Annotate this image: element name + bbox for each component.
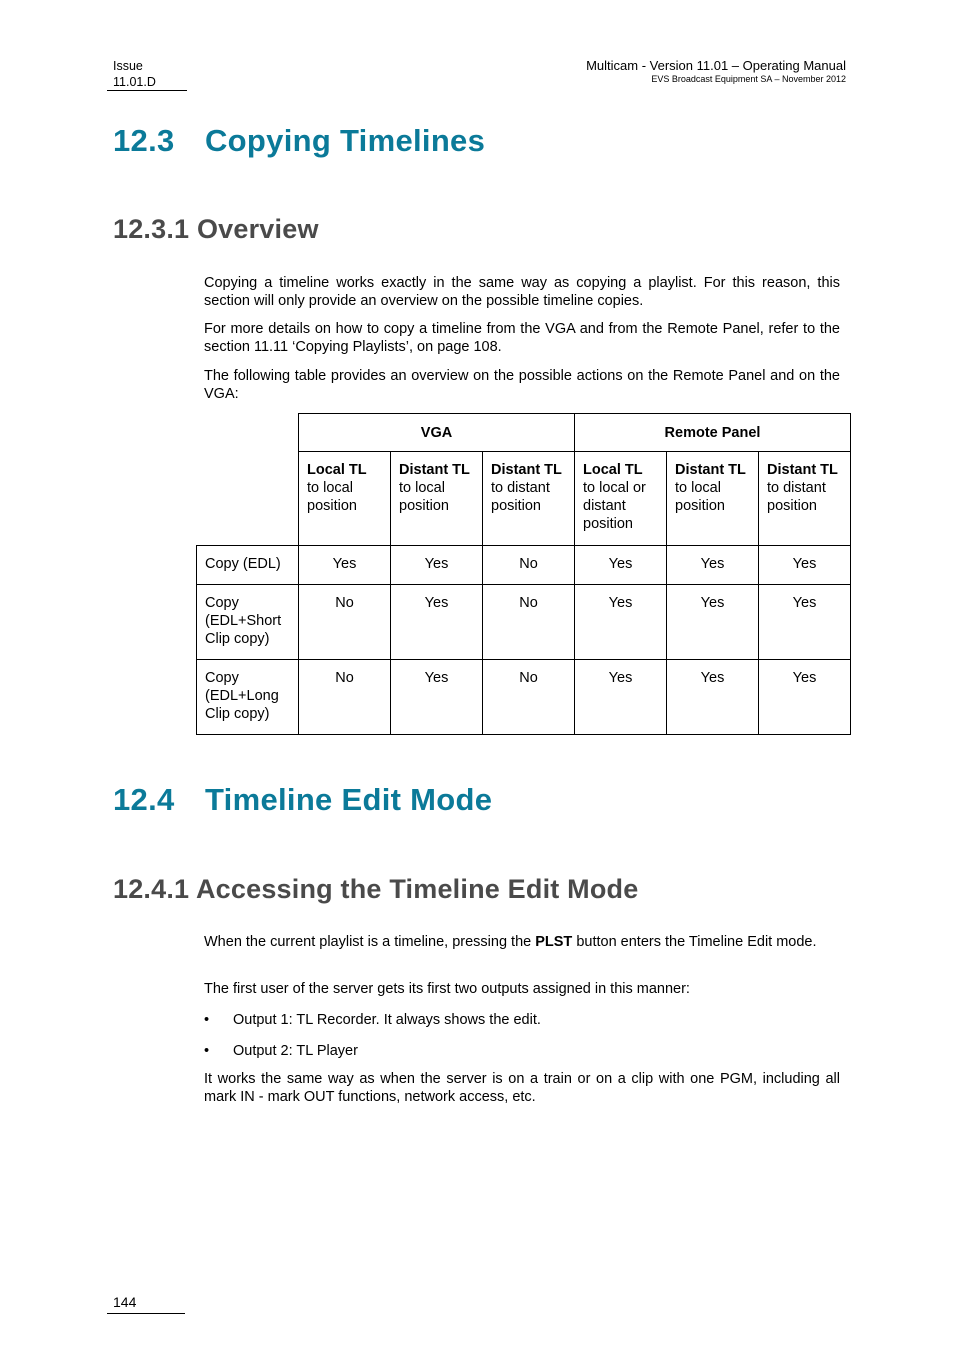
accessing-paragraph-3: It works the same way as when the server is on a train or on a clip with one PGM, including all mark IN - mark OUT functions, network access, etc. <box>204 1071 840 1105</box>
bullet-icon: • <box>204 1043 210 1059</box>
column-header <box>575 452 667 546</box>
list-item-text: Output 1: TL Recorder. It always shows the edit. <box>233 1012 541 1028</box>
section-title: Timeline Edit Mode <box>205 782 493 817</box>
column-header-rest: to local position <box>307 480 357 514</box>
paragraph-text: When the current playlist is a timeline, pressing the <box>204 934 536 950</box>
table-cell: Yes <box>391 585 483 660</box>
footer-divider <box>107 1313 185 1314</box>
column-header-rest: to distant position <box>767 480 826 514</box>
table-cell: No <box>299 660 391 735</box>
column-header <box>759 452 851 546</box>
column-header-bold: Distant TL <box>399 462 470 478</box>
column-header-bold: Distant TL <box>675 462 746 478</box>
list-item <box>204 1011 541 1029</box>
table-cell: Yes <box>667 585 759 660</box>
table-row <box>197 585 851 660</box>
group-header-remote-panel: Remote Panel <box>575 414 851 452</box>
column-header <box>483 452 575 546</box>
table-cell: Yes <box>575 546 667 585</box>
group-header-vga: VGA <box>299 414 575 452</box>
row-label: Copy (EDL+Long Clip copy) <box>197 660 299 735</box>
column-header-rest: to local position <box>675 480 725 514</box>
overview-paragraph-2: For more details on how to copy a timeline from the VGA and from the Remote Panel, refer to the section 11.11 ‘Copying Playlists’, on page 108. <box>204 321 840 355</box>
header-issue <box>113 58 156 90</box>
list-item-text: Output 2: TL Player <box>233 1043 358 1059</box>
table-cell: Yes <box>667 660 759 735</box>
table-cell: Yes <box>759 585 851 660</box>
table-row <box>197 546 851 585</box>
issue-value: 11.01.D <box>113 75 156 89</box>
table-cell: Yes <box>575 585 667 660</box>
table-group-header-row <box>197 414 851 452</box>
table-corner-blank <box>197 452 299 546</box>
section-heading-12-4 <box>113 782 492 818</box>
document-subtitle: EVS Broadcast Equipment SA – November 2012 <box>651 74 846 84</box>
table-subheader-row <box>197 452 851 546</box>
column-header-rest: to local position <box>399 480 449 514</box>
table-cell: Yes <box>759 546 851 585</box>
table-cell: Yes <box>391 660 483 735</box>
bullet-icon: • <box>204 1012 210 1028</box>
column-header <box>391 452 483 546</box>
section-title: Copying Timelines <box>205 123 486 158</box>
section-number: 12.4 <box>113 782 175 817</box>
column-header <box>299 452 391 546</box>
section-heading-12-3 <box>113 123 485 159</box>
table-row <box>197 660 851 735</box>
row-label: Copy (EDL+Short Clip copy) <box>197 585 299 660</box>
column-header-rest: to local or distant position <box>583 480 646 532</box>
table-cell: No <box>483 585 575 660</box>
column-header-bold: Local TL <box>307 462 367 478</box>
table-corner-blank <box>197 414 299 452</box>
table-cell: Yes <box>667 546 759 585</box>
plst-button-name: PLST <box>535 934 573 950</box>
column-header-bold: Local TL <box>583 462 643 478</box>
overview-paragraph-3: The following table provides an overview on the possible actions on the Remote Panel and on the VGA: <box>204 368 840 402</box>
accessing-paragraph-2: The first user of the server gets its first two outputs assigned in this manner: <box>204 981 690 997</box>
overview-paragraph-1: Copying a timeline works exactly in the same way as copying a playlist. For this reason, this section will only provide an overview on the possible timeline copies. <box>204 275 840 309</box>
list-item <box>204 1042 358 1060</box>
document-title: Multicam - Version 11.01 – Operating Manual <box>586 58 846 73</box>
row-label: Copy (EDL) <box>197 546 299 585</box>
page-number: 144 <box>113 1294 137 1310</box>
section-number: 12.3 <box>113 123 175 158</box>
table-cell: No <box>299 585 391 660</box>
column-header-rest: to distant position <box>491 480 550 514</box>
table-cell: Yes <box>575 660 667 735</box>
accessing-paragraph-1 <box>204 933 840 951</box>
table-cell: No <box>483 546 575 585</box>
subsection-heading-overview: 12.3.1 Overview <box>113 214 319 244</box>
table-cell: Yes <box>299 546 391 585</box>
issue-label: Issue <box>113 59 143 73</box>
paragraph-text: button enters the Timeline Edit mode. <box>572 934 817 950</box>
column-header-bold: Distant TL <box>767 462 838 478</box>
header-divider <box>107 90 187 91</box>
table-cell: Yes <box>391 546 483 585</box>
table-cell: Yes <box>759 660 851 735</box>
header-document-info <box>586 58 846 85</box>
column-header-bold: Distant TL <box>491 462 562 478</box>
column-header <box>667 452 759 546</box>
subsection-heading-accessing: 12.4.1 Accessing the Timeline Edit Mode <box>113 874 639 904</box>
table-cell: No <box>483 660 575 735</box>
timeline-copy-table <box>196 413 851 735</box>
